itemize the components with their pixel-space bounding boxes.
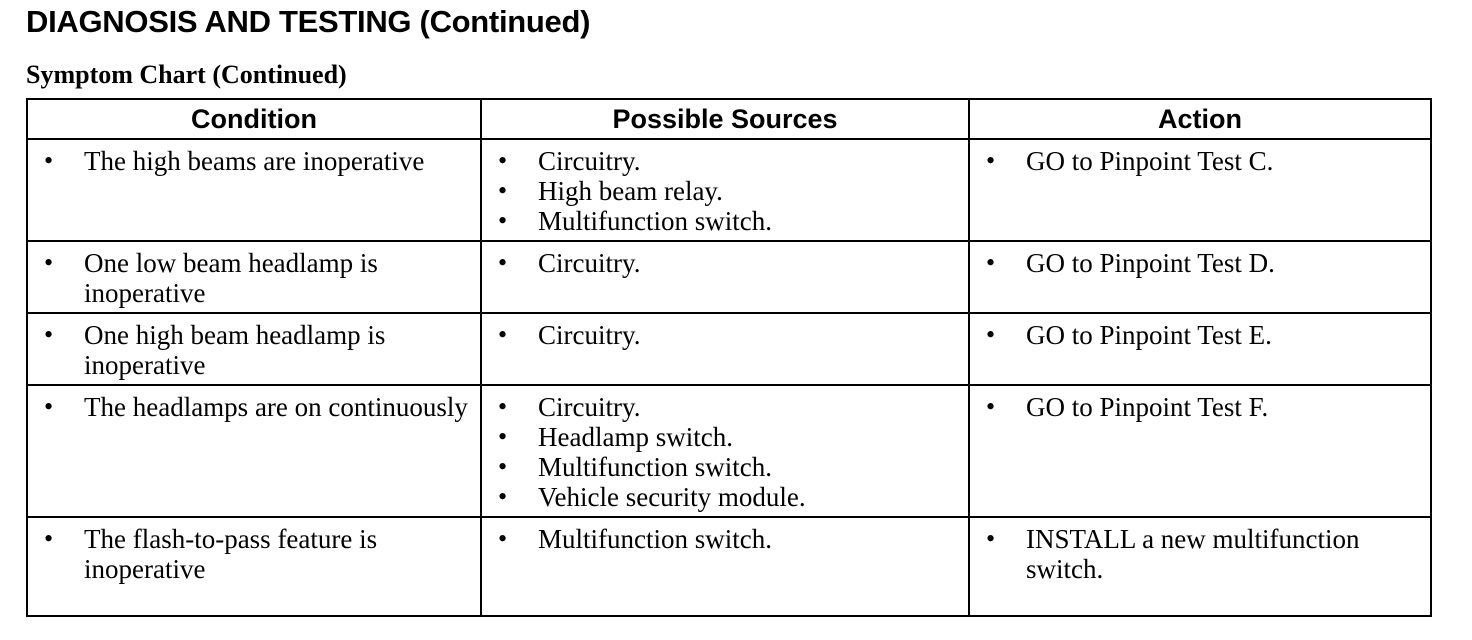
condition-cell (27, 241, 481, 313)
sources-cell (481, 313, 969, 385)
action-text: • GO to Pinpoint Test D. (970, 248, 1430, 278)
source-item: • Circuitry. (482, 392, 968, 422)
header-possible-sources: Possible Sources (481, 99, 969, 139)
symptom-chart-table (26, 98, 1432, 617)
action-text: • GO to Pinpoint Test F. (970, 392, 1430, 422)
table-row (27, 139, 1431, 241)
condition-text: • The high beams are inoperative (28, 146, 480, 176)
table-header-row (27, 99, 1431, 139)
action-cell (969, 517, 1431, 616)
source-item: • Multifunction switch. (482, 452, 968, 482)
action-cell (969, 313, 1431, 385)
source-item: • Headlamp switch. (482, 422, 968, 452)
sources-cell (481, 385, 969, 517)
condition-text: • The flash-to-pass feature is inoperative (28, 524, 480, 584)
action-text: • INSTALL a new multifunction switch. (970, 524, 1430, 584)
section-title: Symptom Chart (Continued) (26, 60, 347, 89)
sources-cell (481, 139, 969, 241)
source-item: • Multifunction switch. (482, 524, 968, 554)
condition-cell (27, 313, 481, 385)
table-row (27, 313, 1431, 385)
source-item: • Multifunction switch. (482, 206, 968, 236)
table-row (27, 241, 1431, 313)
action-text: • GO to Pinpoint Test E. (970, 320, 1430, 350)
table-row (27, 517, 1431, 616)
header-action: Action (969, 99, 1431, 139)
condition-text: • The headlamps are on continuously (28, 392, 480, 422)
action-cell (969, 139, 1431, 241)
source-item: • Vehicle security module. (482, 482, 968, 512)
condition-cell (27, 385, 481, 517)
sources-cell (481, 241, 969, 313)
sources-cell (481, 517, 969, 616)
source-item: • Circuitry. (482, 320, 968, 350)
action-cell (969, 385, 1431, 517)
condition-cell (27, 139, 481, 241)
header-condition: Condition (27, 99, 481, 139)
source-item: • Circuitry. (482, 146, 968, 176)
table-row (27, 385, 1431, 517)
action-text: • GO to Pinpoint Test C. (970, 146, 1430, 176)
action-cell (969, 241, 1431, 313)
page-title: DIAGNOSIS AND TESTING (Continued) (26, 4, 591, 39)
source-item: • High beam relay. (482, 176, 968, 206)
condition-cell (27, 517, 481, 616)
condition-text: • One high beam headlamp is inoperative (28, 320, 480, 380)
source-item: • Circuitry. (482, 248, 968, 278)
condition-text: • One low beam headlamp is inoperative (28, 248, 480, 308)
